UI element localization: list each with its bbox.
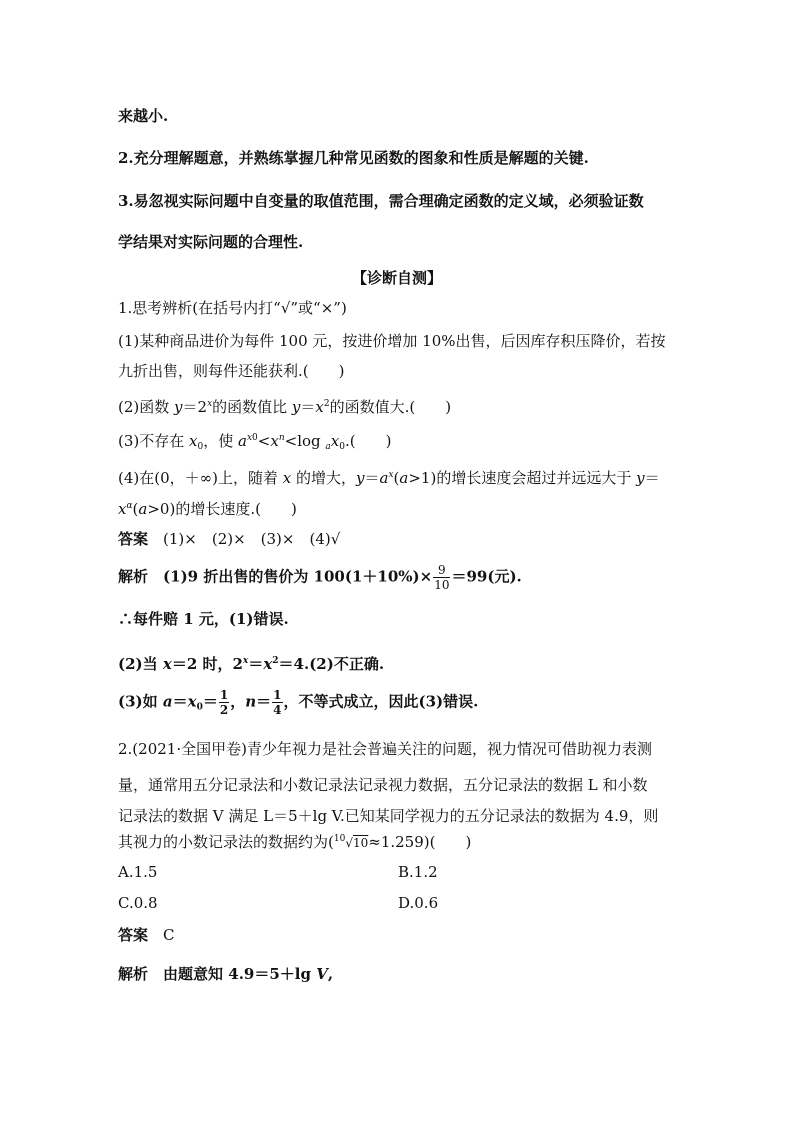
text: 由题意知 4.9＝5＋lg bbox=[163, 965, 317, 983]
text-line: ∴每件赔 1 元，(1)错误. bbox=[118, 610, 289, 628]
var: x bbox=[282, 469, 292, 487]
denominator: 4 bbox=[273, 703, 282, 717]
text-line: (1)某种商品进价为每件 100 元，按进价增加 10%出售，后因库存积压降价，若按 bbox=[118, 332, 666, 350]
text: 的函数值比 bbox=[212, 398, 292, 416]
var: x bbox=[270, 432, 279, 450]
text: ( bbox=[132, 500, 139, 518]
text-line bbox=[118, 394, 451, 417]
var: a bbox=[162, 692, 173, 711]
var: x bbox=[315, 398, 324, 416]
text: ＝ bbox=[202, 692, 218, 711]
text: ＝ bbox=[364, 469, 380, 487]
superscript: x bbox=[242, 656, 249, 666]
var: V bbox=[316, 965, 328, 983]
option-a: A.1.5 bbox=[118, 863, 158, 881]
var: y bbox=[291, 398, 301, 416]
text-line bbox=[118, 651, 384, 674]
text-line: 3.易忽视实际问题中自变量的取值范围，需合理确定函数的定义域，必须验证数 bbox=[118, 192, 644, 210]
text: ＝ bbox=[256, 692, 272, 711]
var: x bbox=[330, 432, 340, 450]
text-line: 量，通常用五分记录法和小数记录法记录视力数据，五分记录法的数据 L 和小数 bbox=[118, 776, 648, 794]
var: a bbox=[238, 432, 247, 450]
question-2-line: 2.(2021·全国甲卷)青少年视力是社会普遍关注的问题，视力情况可借助视力表测 bbox=[118, 740, 652, 758]
analysis-label: 解析 bbox=[118, 567, 149, 586]
numerator: 1 bbox=[219, 688, 229, 702]
var: x bbox=[263, 655, 273, 673]
text: >1)的增长速度会超过并远远大于 bbox=[408, 469, 637, 487]
superscript: α bbox=[126, 501, 133, 511]
text: <log bbox=[284, 432, 326, 450]
answer-label: 答案 bbox=[118, 530, 149, 548]
var: a bbox=[138, 500, 148, 518]
text: ＝4.(2)不正确. bbox=[278, 655, 385, 673]
text-line bbox=[118, 688, 478, 718]
var: y bbox=[356, 469, 365, 487]
text-line: 2.充分理解题意，并熟练掌握几种常见函数的图象和性质是解题的关键. bbox=[118, 149, 589, 167]
text-line: 九折出售，则每件还能获利.( ) bbox=[118, 362, 345, 380]
text: , bbox=[327, 965, 334, 983]
text: >0)的增长速度.( ) bbox=[147, 500, 297, 518]
text-line bbox=[118, 465, 660, 488]
text: < bbox=[257, 432, 271, 450]
text-line: 学结果对实际问题的合理性. bbox=[118, 233, 304, 251]
var: a bbox=[399, 469, 409, 487]
radical: $^{10}$√10 bbox=[333, 834, 369, 850]
analysis-line bbox=[118, 563, 522, 592]
superscript: 2 bbox=[323, 399, 330, 409]
subscript: 0 bbox=[339, 442, 345, 452]
text: ＝ bbox=[644, 469, 660, 487]
fraction bbox=[433, 563, 450, 592]
fraction bbox=[219, 688, 229, 717]
subscript: a bbox=[325, 442, 331, 452]
answer-line bbox=[118, 925, 175, 945]
text: .( ) bbox=[344, 432, 392, 450]
superscript: 0 bbox=[252, 433, 258, 443]
text-line bbox=[118, 428, 391, 457]
text: (2)当 bbox=[118, 655, 163, 673]
text: 的函数值大.( ) bbox=[329, 398, 452, 416]
text: ＝ bbox=[300, 398, 316, 416]
text: (2)函数 bbox=[118, 398, 175, 416]
var: x bbox=[189, 432, 198, 450]
text: ≈1.259)( ) bbox=[368, 833, 472, 851]
var: x bbox=[118, 500, 127, 518]
text: (1)9 折出售的售价为 100(1＋10%)× bbox=[163, 567, 433, 586]
text: ＝2 bbox=[182, 398, 208, 416]
text: ＝99(元). bbox=[451, 567, 522, 586]
text-line bbox=[118, 829, 471, 853]
answer-line bbox=[118, 529, 340, 549]
text: ，不等式成立，因此(3)错误. bbox=[283, 692, 479, 711]
text: 其视力的小数记录法的数据约为( bbox=[118, 833, 334, 851]
text: (3)如 bbox=[118, 692, 163, 711]
superscript: n bbox=[278, 433, 285, 443]
question-title: 1.思考辨析(在括号内打“√”或“×”) bbox=[118, 299, 347, 317]
answer-text: C bbox=[163, 926, 175, 944]
analysis-line bbox=[118, 964, 333, 984]
text: ，使 bbox=[203, 432, 239, 450]
var: x bbox=[162, 655, 172, 673]
var: y bbox=[174, 398, 183, 416]
denominator: 2 bbox=[219, 703, 229, 717]
answer-label: 答案 bbox=[118, 926, 149, 944]
fraction bbox=[272, 688, 282, 717]
superscript: x bbox=[246, 433, 253, 443]
superscript: x bbox=[207, 399, 213, 409]
answer-text: (1)× (2)× (3)× (4)√ bbox=[163, 530, 341, 548]
analysis-label: 解析 bbox=[118, 965, 149, 983]
var: n bbox=[245, 692, 257, 711]
denominator: 10 bbox=[434, 578, 450, 592]
var: a bbox=[379, 469, 389, 487]
numerator: 1 bbox=[273, 688, 282, 702]
var: y bbox=[636, 469, 645, 487]
text: ＝2 时，2 bbox=[171, 655, 243, 673]
var: x bbox=[187, 692, 197, 711]
text: ＝ bbox=[172, 692, 188, 711]
text: ， bbox=[230, 692, 246, 711]
option-c: C.0.8 bbox=[118, 894, 158, 912]
text: ( bbox=[393, 469, 400, 487]
text: ＝ bbox=[248, 655, 264, 673]
text: 的增大， bbox=[291, 469, 357, 487]
subscript: 0 bbox=[196, 702, 203, 713]
text-line: 来越小. bbox=[118, 107, 169, 125]
option-b: B.1.2 bbox=[398, 863, 438, 881]
text: (3)不存在 bbox=[118, 432, 190, 450]
text: (4)在(0，＋∞)上，随着 bbox=[118, 469, 283, 487]
text-line: 记录法的数据 V 满足 L＝5＋lg V.已知某同学视力的五分记录法的数据为 4.9，则 bbox=[118, 807, 659, 825]
root-index: 10 bbox=[333, 834, 346, 844]
section-heading: 【诊断自测】 bbox=[351, 269, 442, 287]
superscript: 2 bbox=[272, 656, 279, 666]
radicand: 10 bbox=[352, 836, 369, 850]
text-line bbox=[118, 496, 297, 519]
superscript: x bbox=[388, 470, 394, 480]
option-d: D.0.6 bbox=[398, 894, 439, 912]
numerator: 9 bbox=[433, 563, 450, 578]
subscript: 0 bbox=[197, 442, 204, 452]
